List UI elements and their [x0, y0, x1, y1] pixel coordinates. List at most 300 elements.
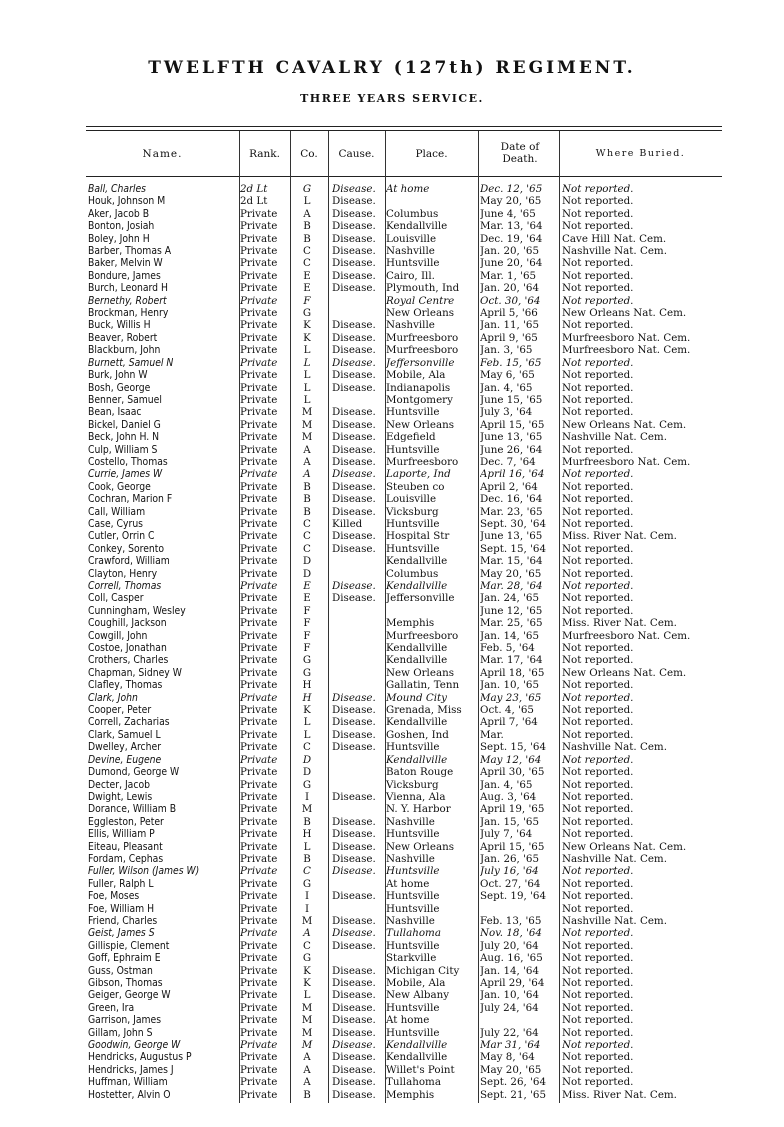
- cell-rank: Private: [240, 592, 278, 605]
- cell-where-buried: Not reported.: [562, 1051, 634, 1064]
- cell-name: Ball, Charles: [88, 183, 146, 195]
- cell-cause: Disease.: [332, 269, 376, 282]
- cell-rank: Private: [240, 493, 278, 506]
- cell-date: Mar. 25, '65: [480, 617, 543, 630]
- page-title: TWELFTH CAVALRY (127th) REGIMENT.: [148, 58, 636, 78]
- cell-company: D: [302, 555, 312, 568]
- cell-date: Feb. 15, '65: [480, 356, 542, 369]
- cell-company: M: [301, 1039, 313, 1052]
- table-row: [86, 332, 722, 344]
- header-date: Date of Death.: [500, 141, 540, 165]
- cell-place: Louisville: [386, 493, 437, 506]
- cell-rank: Private: [240, 852, 278, 865]
- cell-date: Mar. 13, '64: [480, 220, 543, 233]
- cell-date: April 5, '66: [480, 307, 538, 320]
- table-row: [86, 766, 722, 778]
- cell-where-buried: Nashville Nat. Cem.: [562, 741, 667, 754]
- cell-rank: Private: [240, 927, 278, 940]
- cell-name: Friend, Charles: [88, 914, 158, 927]
- cell-name: Crothers, Charles: [88, 654, 169, 667]
- cell-where-buried: Not reported.: [562, 865, 634, 878]
- cell-name: Costello, Thomas: [88, 455, 168, 468]
- cell-place: Cairo, Ill.: [386, 269, 435, 282]
- cell-cause: Disease.: [332, 580, 376, 592]
- cell-rank: Private: [240, 393, 278, 406]
- cell-date: Mar 31, '64: [480, 1039, 541, 1052]
- cell-date: Mar. 1, '65: [480, 269, 537, 282]
- table-row: [86, 642, 722, 654]
- cell-cause: Disease.: [332, 865, 376, 878]
- cell-date: Jan. 20, '65: [480, 245, 540, 258]
- cell-date: April 18, '65: [480, 666, 545, 679]
- cell-place: Nashville: [386, 815, 435, 828]
- table-row: [86, 431, 722, 443]
- cell-rank: Private: [240, 468, 278, 481]
- cell-name: Hostetter, Alvin O: [88, 1088, 171, 1101]
- cell-company: K: [303, 964, 311, 977]
- cell-name: Eggleston, Peter: [88, 815, 164, 828]
- cell-date: April 7, '64: [480, 716, 538, 729]
- cell-name: Gillispie, Clement: [88, 939, 170, 952]
- table-row: [86, 853, 722, 865]
- cell-name: Benner, Samuel: [88, 393, 162, 406]
- table-row: [86, 319, 722, 331]
- cell-place: Steuben co: [386, 480, 445, 493]
- cell-date: July 7, '64: [480, 828, 533, 841]
- table-row: [86, 915, 722, 927]
- cell-where-buried: Not reported.: [562, 939, 634, 952]
- cell-where-buried: Not reported.: [562, 406, 634, 419]
- cell-rank: Private: [240, 1051, 278, 1064]
- cell-where-buried: New Orleans Nat. Cem.: [562, 840, 687, 853]
- cell-rank: Private: [240, 679, 278, 692]
- table-row: [86, 803, 722, 815]
- cell-company: C: [303, 939, 311, 952]
- cell-date: Oct. 27, '64: [480, 877, 541, 890]
- cell-company: K: [303, 704, 311, 717]
- cell-rank: Private: [240, 728, 278, 741]
- cell-place: Columbus: [386, 567, 439, 580]
- cell-where-buried: Not reported.: [562, 542, 634, 555]
- cell-place: Royal Centre: [386, 294, 455, 307]
- cell-company: A: [303, 455, 311, 468]
- cell-date: Oct. 4, '65: [480, 704, 534, 717]
- table-row: [86, 965, 722, 977]
- cell-where-buried: Nashville Nat. Cem.: [562, 431, 667, 444]
- cell-date: April 9, '65: [480, 331, 538, 344]
- cell-name: Dwight, Lewis: [88, 790, 153, 803]
- cell-name: Culp, William S: [88, 443, 158, 456]
- cell-company: C: [303, 245, 311, 258]
- cell-date: June 26, '64: [480, 443, 543, 456]
- cell-name: Bickel, Daniel G: [88, 418, 161, 431]
- cell-where-buried: Not reported.: [562, 1076, 634, 1089]
- cell-where-buried: Not reported.: [562, 927, 634, 940]
- cell-company: A: [303, 207, 311, 220]
- cell-where-buried: Murfreesboro Nat. Cem.: [562, 455, 691, 468]
- cell-where-buried: Not reported.: [562, 207, 634, 220]
- cell-name: Fordam, Cephas: [88, 852, 164, 865]
- cell-company: L: [303, 356, 311, 369]
- cell-date: Jan. 26, '65: [480, 852, 540, 865]
- cell-place: Goshen, Ind: [386, 728, 449, 741]
- cell-date: Jan. 14, '65: [480, 629, 540, 642]
- table-row: [86, 617, 722, 629]
- cell-date: July 24, '64: [480, 1001, 539, 1014]
- cell-rank: Private: [240, 766, 278, 779]
- cell-date: April 29, '64: [480, 977, 545, 989]
- cell-place: Tullahoma: [386, 927, 441, 940]
- cell-company: A: [303, 1063, 311, 1076]
- cell-name: Crawford, William: [88, 555, 170, 568]
- cell-rank: Private: [240, 431, 278, 444]
- table-row: [86, 1002, 722, 1014]
- cell-cause: Disease.: [332, 319, 376, 332]
- cell-where-buried: Murfreesboro Nat. Cem.: [562, 344, 691, 357]
- cell-name: Beck, John H. N: [88, 431, 160, 444]
- cell-name: Case, Cyrus: [88, 517, 144, 530]
- cell-cause: Disease.: [332, 914, 376, 927]
- cell-rank: Private: [240, 269, 278, 282]
- cell-date: May 20, '65: [480, 195, 542, 208]
- cell-where-buried: Not reported.: [562, 257, 634, 270]
- cell-where-buried: Not reported.: [562, 952, 634, 965]
- table-row: [86, 779, 722, 791]
- cell-date: July 3, '64: [480, 406, 533, 419]
- cell-company: B: [303, 493, 311, 506]
- cell-company: A: [303, 443, 311, 456]
- cell-where-buried: Not reported.: [562, 654, 634, 667]
- cell-name: Buck, Willis H: [88, 319, 151, 332]
- cell-company: D: [302, 567, 312, 580]
- cell-name: Burk, John W: [88, 369, 148, 382]
- cell-cause: Disease.: [332, 977, 376, 989]
- table-row: [86, 1076, 722, 1088]
- cell-cause: Disease.: [332, 989, 376, 1002]
- cell-name: Green, Ira: [88, 1001, 135, 1014]
- cell-date: Sept. 15, '64: [480, 741, 547, 754]
- cell-place: New Orleans: [386, 840, 454, 853]
- cell-rank: Private: [240, 629, 278, 642]
- cell-company: A: [303, 927, 311, 940]
- cell-rank: Private: [240, 344, 278, 357]
- cell-company: F: [303, 642, 311, 655]
- cell-place: At home: [386, 1014, 430, 1027]
- cell-where-buried: Not reported.: [562, 1039, 634, 1052]
- table-row: [86, 257, 722, 269]
- cell-date: Dec. 19, '64: [480, 232, 543, 245]
- cell-cause: Disease.: [332, 691, 376, 704]
- table-row: [86, 382, 722, 394]
- cell-cause: Disease.: [332, 790, 376, 803]
- cell-company: M: [301, 431, 313, 444]
- cell-name: Foe, William H: [88, 902, 155, 915]
- cell-cause: Disease.: [332, 480, 376, 493]
- cell-company: L: [303, 195, 311, 208]
- cell-rank: Private: [240, 604, 278, 617]
- cell-company: H: [302, 828, 312, 841]
- cell-rank: Private: [240, 542, 278, 555]
- table-row: [86, 704, 722, 716]
- table-row: [86, 989, 722, 1001]
- cell-where-buried: Not reported.: [562, 877, 634, 890]
- cell-rank: Private: [240, 406, 278, 419]
- cell-rank: Private: [240, 381, 278, 394]
- cell-company: D: [302, 766, 312, 779]
- cell-where-buried: Not reported.: [562, 369, 634, 382]
- cell-rank: Private: [240, 530, 278, 543]
- cell-date: May 20, '65: [480, 567, 542, 580]
- cell-company: M: [301, 1014, 313, 1027]
- cell-where-buried: Not reported.: [562, 989, 634, 1002]
- cell-company: F: [303, 617, 311, 630]
- cell-where-buried: Not reported.: [562, 555, 634, 568]
- cell-name: Cutler, Orrin C: [88, 530, 155, 543]
- cell-company: G: [302, 666, 312, 679]
- cell-cause: Disease.: [332, 431, 376, 444]
- cell-company: C: [303, 257, 311, 270]
- cell-place: Kendallville: [386, 1051, 448, 1064]
- table-row: [86, 890, 722, 902]
- cell-cause: Disease.: [332, 356, 376, 369]
- cell-company: B: [303, 852, 311, 865]
- cell-company: K: [303, 319, 311, 332]
- cell-place: N. Y. Harbor: [386, 803, 451, 816]
- table-row: [86, 394, 722, 406]
- cell-where-buried: Nashville Nat. Cem.: [562, 245, 667, 258]
- cell-company: G: [302, 778, 312, 791]
- cell-rank: Private: [240, 282, 278, 295]
- table-row: [86, 406, 722, 418]
- cell-where-buried: Not reported.: [562, 679, 634, 692]
- cell-name: Bondure, James: [88, 269, 161, 282]
- cell-name: Dorance, William B: [88, 803, 177, 816]
- cell-where-buried: Not reported.: [562, 977, 634, 989]
- table-row: [86, 605, 722, 617]
- cell-where-buried: Not reported.: [562, 803, 634, 816]
- cell-place: Huntsville: [386, 890, 440, 903]
- cell-rank: Private: [240, 443, 278, 456]
- cell-date: Jan. 11, '65: [480, 319, 540, 332]
- header-place: Place.: [415, 148, 448, 160]
- cell-cause: Disease.: [332, 183, 376, 195]
- cell-date: Jan. 10, '64: [480, 989, 540, 1002]
- cell-cause: Disease.: [332, 381, 376, 394]
- cell-place: Huntsville: [386, 1026, 440, 1039]
- cell-rank: Private: [240, 418, 278, 431]
- cell-rank: Private: [240, 480, 278, 493]
- table-row: [86, 456, 722, 468]
- cell-date: Sept. 15, '64: [480, 542, 547, 555]
- cell-cause: Disease.: [332, 939, 376, 952]
- cell-rank: Private: [240, 1076, 278, 1089]
- cell-place: Vienna, Ala: [386, 790, 446, 803]
- cell-company: B: [303, 480, 311, 493]
- cell-name: Fuller, Ralph L: [88, 877, 154, 890]
- header-name: Name.: [142, 148, 183, 160]
- cell-cause: Disease.: [332, 1076, 376, 1089]
- cell-cause: Disease.: [332, 890, 376, 903]
- cell-cause: Disease.: [332, 245, 376, 258]
- table-row: [86, 369, 722, 381]
- table-row: [86, 282, 722, 294]
- cell-where-buried: Not reported.: [562, 195, 634, 208]
- cell-company: G: [302, 307, 312, 320]
- table-row: [86, 481, 722, 493]
- cell-company: M: [301, 406, 313, 419]
- cell-rank: Private: [240, 307, 278, 320]
- table-row: [86, 183, 722, 195]
- cell-place: Columbus: [386, 207, 439, 220]
- cell-place: Kendallville: [386, 753, 448, 766]
- cell-rank: Private: [240, 939, 278, 952]
- cell-place: Huntsville: [386, 257, 440, 270]
- table-row: [86, 220, 722, 232]
- cell-rank: Private: [240, 294, 278, 307]
- cell-where-buried: Nashville Nat. Cem.: [562, 914, 667, 927]
- cell-rank: Private: [240, 815, 278, 828]
- cell-rank: Private: [240, 840, 278, 853]
- cell-name: Clafley, Thomas: [88, 679, 163, 692]
- cell-cause: Disease.: [332, 505, 376, 518]
- table-row: [86, 1039, 722, 1051]
- cell-rank: Private: [240, 828, 278, 841]
- cell-place: Murfreesboro: [386, 455, 459, 468]
- cell-cause: Disease.: [332, 1001, 376, 1014]
- cell-date: May 12, '64: [480, 753, 542, 766]
- cell-where-buried: Not reported.: [562, 1063, 634, 1076]
- cell-cause: Disease.: [332, 741, 376, 754]
- cell-name: Geist, James S: [88, 927, 155, 940]
- cell-cause: Disease.: [332, 257, 376, 270]
- cell-rank: Private: [240, 952, 278, 965]
- header-where-buried: Where Buried.: [595, 148, 686, 159]
- cell-name: Conkey, Sorento: [88, 542, 165, 555]
- cell-where-buried: New Orleans Nat. Cem.: [562, 666, 687, 679]
- cell-place: Jeffersonville: [386, 592, 455, 605]
- cell-date: Nov. 18, '64: [480, 927, 542, 940]
- cell-cause: Disease.: [332, 468, 376, 481]
- table-row: [86, 940, 722, 952]
- cell-name: Clark, Samuel L: [88, 728, 161, 741]
- cell-date: June 4, '65: [480, 207, 536, 220]
- cell-cause: Disease.: [332, 455, 376, 468]
- cell-name: Aker, Jacob B: [88, 207, 150, 220]
- cell-where-buried: Not reported.: [562, 604, 634, 617]
- cell-place: Huntsville: [386, 542, 440, 555]
- cell-company: I: [304, 790, 310, 803]
- cell-name: Barber, Thomas A: [88, 245, 172, 258]
- cell-place: Nashville: [386, 852, 435, 865]
- cell-cause: Disease.: [332, 1014, 376, 1027]
- cell-rank: Private: [240, 654, 278, 667]
- cell-place: Mobile, Ala: [386, 977, 446, 989]
- cell-cause: Disease.: [332, 1063, 376, 1076]
- cell-place: Hospital Str: [386, 530, 450, 543]
- cell-rank: Private: [240, 617, 278, 630]
- cell-name: Huffman, William: [88, 1076, 168, 1089]
- cell-date: April 30, '65: [480, 766, 545, 779]
- cell-rank: Private: [240, 803, 278, 816]
- table-row: [86, 816, 722, 828]
- cell-where-buried: Murfreesboro Nat. Cem.: [562, 629, 691, 642]
- cell-company: M: [301, 803, 313, 816]
- table-row: [86, 841, 722, 853]
- table-row: [86, 543, 722, 555]
- cell-place: Mound City: [386, 691, 447, 704]
- cell-name: Devine, Eugene: [88, 753, 162, 766]
- cell-place: Baton Rouge: [386, 766, 454, 779]
- cell-where-buried: Nashville Nat. Cem.: [562, 852, 667, 865]
- cell-company: G: [302, 654, 312, 667]
- cell-name: Gillam, John S: [88, 1026, 153, 1039]
- cell-date: Aug. 3, '64: [480, 790, 537, 803]
- cell-place: Starkville: [386, 952, 437, 965]
- cell-company: L: [303, 840, 311, 853]
- cell-rank: Private: [240, 890, 278, 903]
- cell-rank: Private: [240, 704, 278, 717]
- cell-company: H: [302, 691, 312, 704]
- cell-cause: Killed: [332, 517, 363, 530]
- cell-date: June 12, '65: [480, 604, 543, 617]
- cell-cause: Disease.: [332, 716, 376, 729]
- cell-company: H: [302, 679, 312, 692]
- cell-date: July 20, '64: [480, 939, 539, 952]
- cell-place: Huntsville: [386, 406, 440, 419]
- cell-cause: Disease.: [332, 195, 376, 208]
- table-row: [86, 245, 722, 257]
- cell-where-buried: Not reported.: [562, 443, 634, 456]
- cell-company: A: [303, 1076, 311, 1089]
- table-row: [86, 568, 722, 580]
- cell-where-buried: Not reported.: [562, 592, 634, 605]
- cell-place: Kendallville: [386, 1039, 448, 1052]
- cell-rank: Private: [240, 1088, 278, 1101]
- table-row: [86, 903, 722, 915]
- cell-name: Ellis, William P: [88, 828, 155, 841]
- cell-where-buried: Not reported.: [562, 1014, 634, 1027]
- cell-company: F: [303, 294, 311, 307]
- cell-rank: Private: [240, 1014, 278, 1027]
- cell-company: C: [303, 542, 311, 555]
- cell-name: Beaver, Robert: [88, 331, 158, 344]
- cell-name: Foe, Moses: [88, 890, 140, 903]
- cell-name: Eiteau, Pleasant: [88, 840, 163, 853]
- cell-name: Bosh, George: [88, 381, 151, 394]
- table-row: [86, 630, 722, 642]
- cell-rank: Private: [240, 989, 278, 1002]
- cell-date: Jan. 20, '64: [480, 282, 540, 295]
- cell-company: K: [303, 977, 311, 989]
- cell-place: Grenada, Miss: [386, 704, 462, 717]
- cell-rank: Private: [240, 902, 278, 915]
- cell-rank: Private: [240, 517, 278, 530]
- cell-company: C: [303, 865, 311, 878]
- cell-rank: Private: [240, 778, 278, 791]
- cell-company: G: [302, 877, 312, 890]
- table-top-rule-2: [86, 130, 722, 131]
- cell-cause: Disease.: [332, 728, 376, 741]
- cell-name: Hendricks, Augustus P: [88, 1051, 192, 1064]
- table-row: [86, 729, 722, 741]
- cell-where-buried: Murfreesboro Nat. Cem.: [562, 331, 691, 344]
- cell-rank: Private: [240, 245, 278, 258]
- cell-place: Vicksburg: [386, 778, 439, 791]
- cell-company: D: [302, 753, 312, 766]
- cell-where-buried: Not reported.: [562, 890, 634, 903]
- cell-rank: Private: [240, 207, 278, 220]
- cell-place: New Orleans: [386, 666, 454, 679]
